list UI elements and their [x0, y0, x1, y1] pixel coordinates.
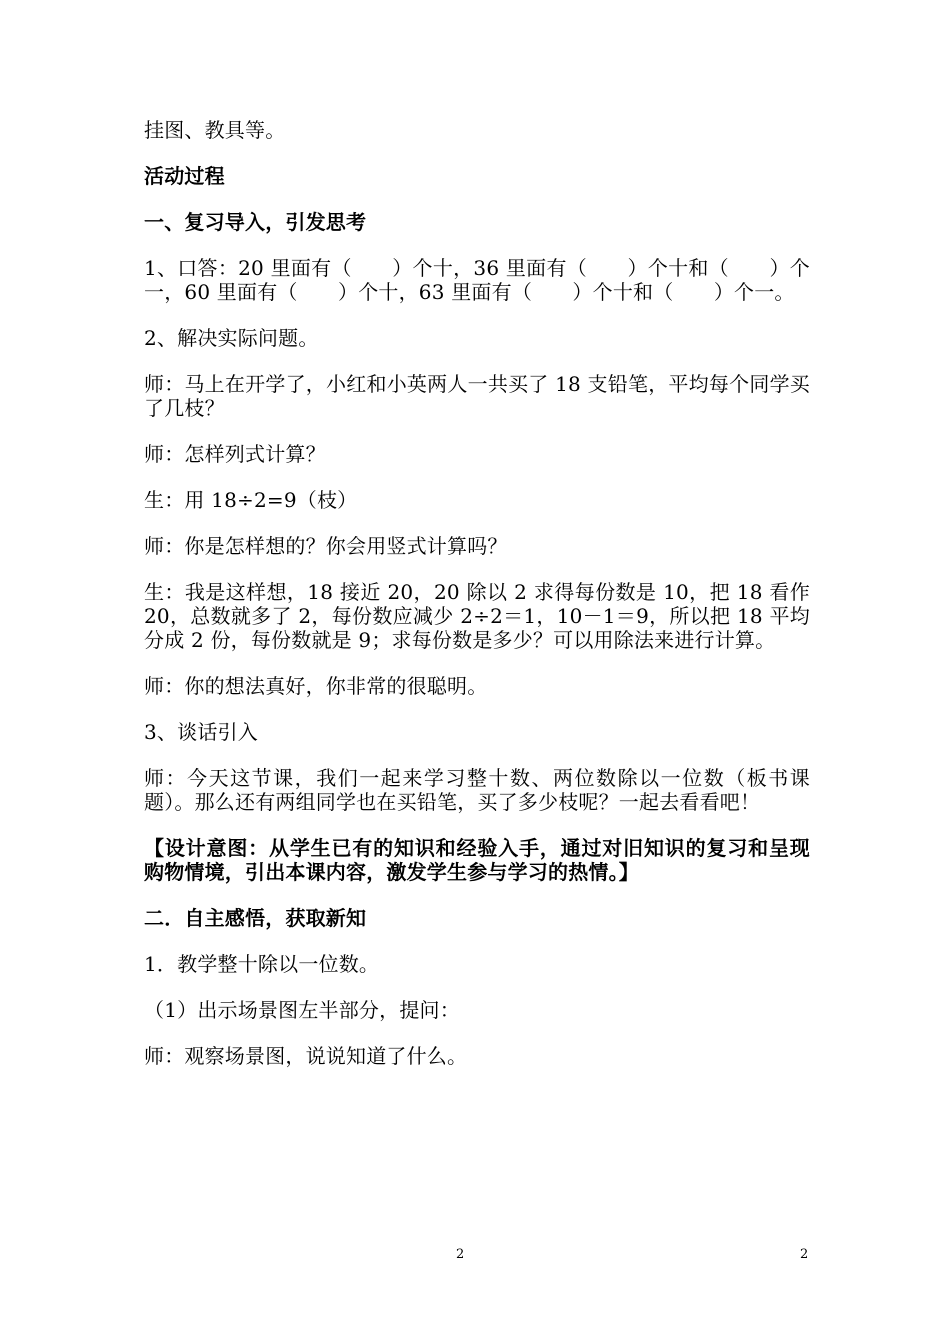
paragraph-student-explain: 生：我是这样想，18 接近 20，20 除以 2 求得每份数是 10，把 18 看作 20，总数就多了 2，每份数应减少 2÷2＝1，10－1＝9，所以把 18 平均分成 2 份，每份数就是 9；求每份数是多少？可以用除法来进行计算。	[144, 580, 810, 652]
page-number-left: 2	[456, 1247, 465, 1262]
paragraph-oral-answer: 1、口答：20 里面有（ ）个十，36 里面有（ ）个十和（ ）个一，60 里面有（ ）个十，63 里面有（ ）个十和（ ）个一。	[144, 256, 810, 304]
heading-self-learning: 二．自主感悟，获取新知	[144, 906, 367, 930]
heading-activity-process: 活动过程	[144, 164, 225, 188]
paragraph-materials: 挂图、教具等。	[144, 118, 286, 142]
paragraph-solve-problem: 2、解决实际问题。	[144, 326, 319, 350]
paragraph-talk-intro: 3、谈话引入	[144, 720, 258, 744]
paragraph-teacher-praise: 师：你的想法真好，你非常的很聪明。	[144, 674, 488, 698]
page-number-right: 2	[800, 1247, 809, 1262]
paragraph-observe-scene: 师：观察场景图，说说知道了什么。	[144, 1044, 468, 1068]
paragraph-teach-tens: 1．教学整十除以一位数。	[144, 952, 380, 976]
paragraph-teacher-today: 师：今天这节课，我们一起来学习整十数、两位数除以一位数（板书课题）。那么还有两组同学也在买铅笔，买了多少枝呢？一起去看看吧！	[144, 766, 810, 814]
paragraph-teacher-think: 师：你是怎样想的？你会用竖式计算吗？	[144, 534, 508, 558]
paragraph-teacher-how: 师：怎样列式计算？	[144, 442, 326, 466]
paragraph-show-scene: （1）出示场景图左半部分，提问：	[144, 998, 460, 1022]
paragraph-student-answer: 生：用 18÷2=9（枝）	[144, 488, 358, 512]
heading-review-intro: 一、复习导入，引发思考	[144, 210, 367, 234]
paragraph-design-intent: 【设计意图：从学生已有的知识和经验入手，通过对旧知识的复习和呈现购物情境，引出本课内容，激发学生参与学习的热情。】	[144, 836, 810, 884]
paragraph-teacher-question: 师：马上在开学了，小红和小英两人一共买了 18 支铅笔，平均每个同学买了几枝？	[144, 372, 810, 420]
document-body	[144, 118, 810, 1090]
